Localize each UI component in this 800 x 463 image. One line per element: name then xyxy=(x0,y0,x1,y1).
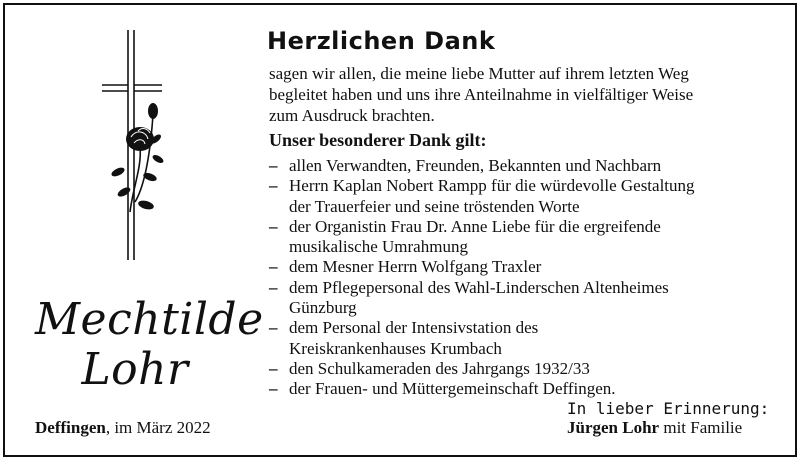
signoff-line xyxy=(567,418,742,438)
notice-title: Herzlichen Dank xyxy=(267,27,496,55)
list-item-line: – dem Mesner Herrn Wolfgang Traxler xyxy=(289,257,542,277)
signer-name: Jürgen Lohr xyxy=(567,418,660,437)
list-item-line: der Trauerfeier und seine tröstenden Worte xyxy=(289,196,580,216)
list-item-line: – Herrn Kaplan Nobert Rampp für die würdevolle Gestaltung xyxy=(289,176,695,196)
signer-suffix: mit Familie xyxy=(659,418,743,437)
list-item-line: – allen Verwandten, Freunden, Bekannten und Nachbarn xyxy=(289,156,662,175)
list-item xyxy=(269,379,779,399)
intro-line: begleitet haben und uns ihre Anteilnahme in vielfältiger Weise xyxy=(269,85,694,104)
closing-phrase: In lieber Erinnerung: xyxy=(567,399,770,418)
intro-line: zum Ausdruck brachten. xyxy=(269,106,435,125)
list-item-line: Kreiskrankenhauses Krumbach xyxy=(289,338,502,358)
list-item xyxy=(269,217,779,258)
deceased-last-name: Lohr xyxy=(81,344,189,395)
list-item xyxy=(269,359,779,379)
obituary-notice xyxy=(3,3,797,457)
list-item xyxy=(269,278,779,319)
thanks-subheading: Unser besonderer Dank gilt: xyxy=(269,130,487,150)
list-item-line: musikalische Umrahmung xyxy=(289,237,468,257)
list-item xyxy=(269,257,779,277)
list-item-line: – der Frauen- und Müttergemeinschaft Deffingen. xyxy=(289,379,616,399)
place-date: , im März 2022 xyxy=(105,418,211,437)
list-item-line: Günzburg xyxy=(289,298,357,318)
place-town: Deffingen xyxy=(35,418,106,437)
list-item xyxy=(269,318,779,359)
place-date-line xyxy=(35,418,211,438)
intro-line: sagen wir allen, die meine liebe Mutter auf ihrem letzten Weg xyxy=(269,64,689,83)
list-item-line: – dem Personal der Intensivstation des xyxy=(289,318,539,338)
list-item xyxy=(269,156,779,176)
list-item-line: – dem Pflegepersonal des Wahl-Linderschen Altenheimes xyxy=(289,277,669,297)
list-item-line: – der Organistin Frau Dr. Anne Liebe für die ergreifende xyxy=(289,216,661,236)
list-item xyxy=(269,176,779,217)
cross-with-rose-icon xyxy=(100,27,180,277)
thanks-list xyxy=(269,156,779,400)
list-item-line: – den Schulkameraden des Jahrgangs 1932/33 xyxy=(289,358,590,378)
deceased-first-name: Mechtilde xyxy=(35,294,264,345)
intro-text xyxy=(269,63,779,126)
